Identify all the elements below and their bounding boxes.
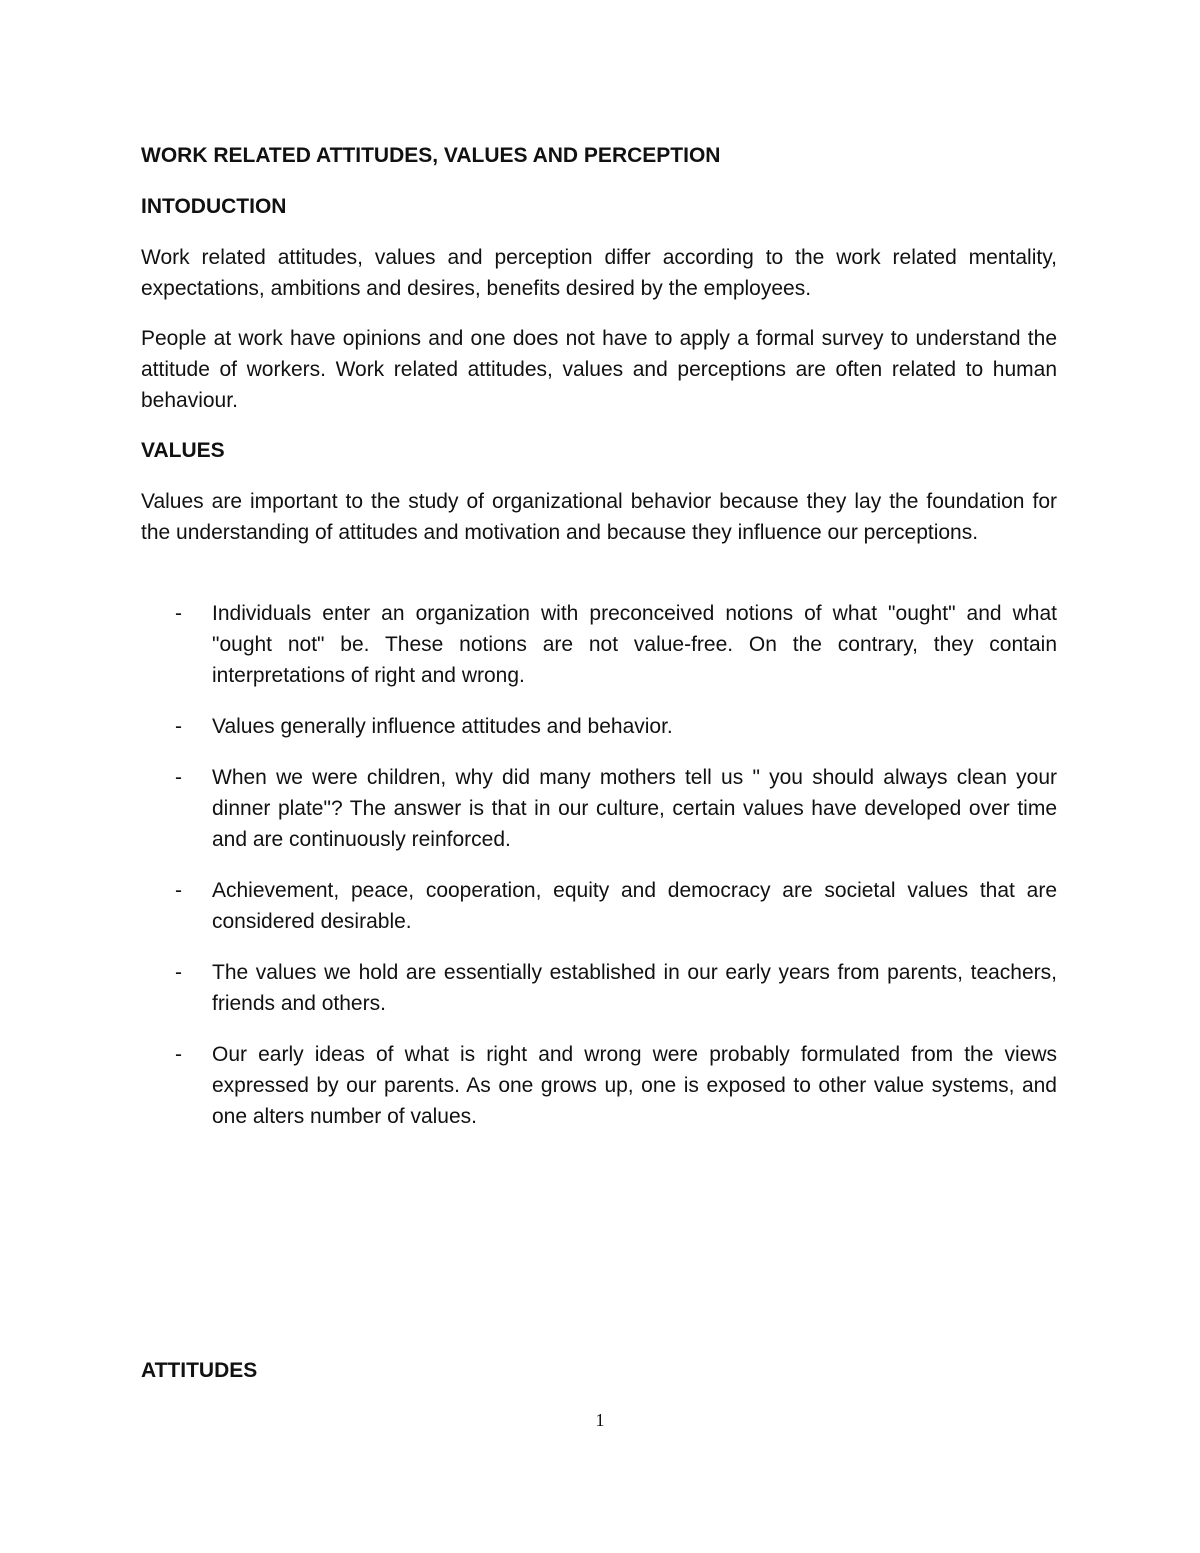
bullet-dash: - <box>175 879 182 902</box>
bullet-dash: - <box>175 715 182 738</box>
introduction-paragraph-1: Work related attitudes, values and perception differ according to the work related mentality, expectations, ambitions and desires, benefits desired by the employees. <box>141 246 1057 300</box>
bullet-text: The values we hold are essentially established in our early years from parents, teachers, friends and others. <box>212 961 1057 1015</box>
bullet-dash: - <box>175 961 182 984</box>
bullet-dash: - <box>175 766 182 789</box>
values-bullet-item <box>141 1039 1057 1132</box>
values-bullet-item <box>141 957 1057 1019</box>
attitudes-heading: ATTITUDES <box>141 1359 258 1382</box>
page-number: 1 <box>595 1410 605 1430</box>
bullet-text: Individuals enter an organization with preconceived notions of what "ought" and what "ought not" be. These notions are not value-free. On the contrary, they contain interpretations of right and wrong. <box>212 602 1057 687</box>
introduction-paragraph-2: People at work have opinions and one does not have to apply a formal survey to understand the attitude of workers. Work related attitudes, values and perceptions are often related to human behaviour. <box>141 327 1057 412</box>
values-bullet-list <box>141 598 1057 1152</box>
values-bullet-item <box>141 762 1057 855</box>
values-heading: VALUES <box>141 439 225 462</box>
values-bullet-item <box>141 875 1057 937</box>
bullet-text: Our early ideas of what is right and wrong were probably formulated from the views expressed by our parents. As one grows up, one is exposed to other value systems, and one alters number of values. <box>212 1043 1057 1128</box>
values-paragraph: Values are important to the study of organizational behavior because they lay the foundation for the understanding of attitudes and motivation and because they influence our perceptions. <box>141 490 1057 544</box>
bullet-text: When we were children, why did many mothers tell us " you should always clean your dinner plate"? The answer is that in our culture, certain values have developed over time and are continuously reinforced. <box>212 766 1057 851</box>
introduction-heading: INTODUCTION <box>141 195 287 218</box>
values-bullet-item <box>141 598 1057 691</box>
bullet-text: Values generally influence attitudes and behavior. <box>212 715 673 738</box>
bullet-dash: - <box>175 602 182 625</box>
bullet-dash: - <box>175 1043 182 1066</box>
document-title: WORK RELATED ATTITUDES, VALUES AND PERCEPTION <box>141 144 721 167</box>
values-bullet-item <box>141 711 1057 742</box>
bullet-text: Achievement, peace, cooperation, equity and democracy are societal values that are considered desirable. <box>212 879 1057 933</box>
